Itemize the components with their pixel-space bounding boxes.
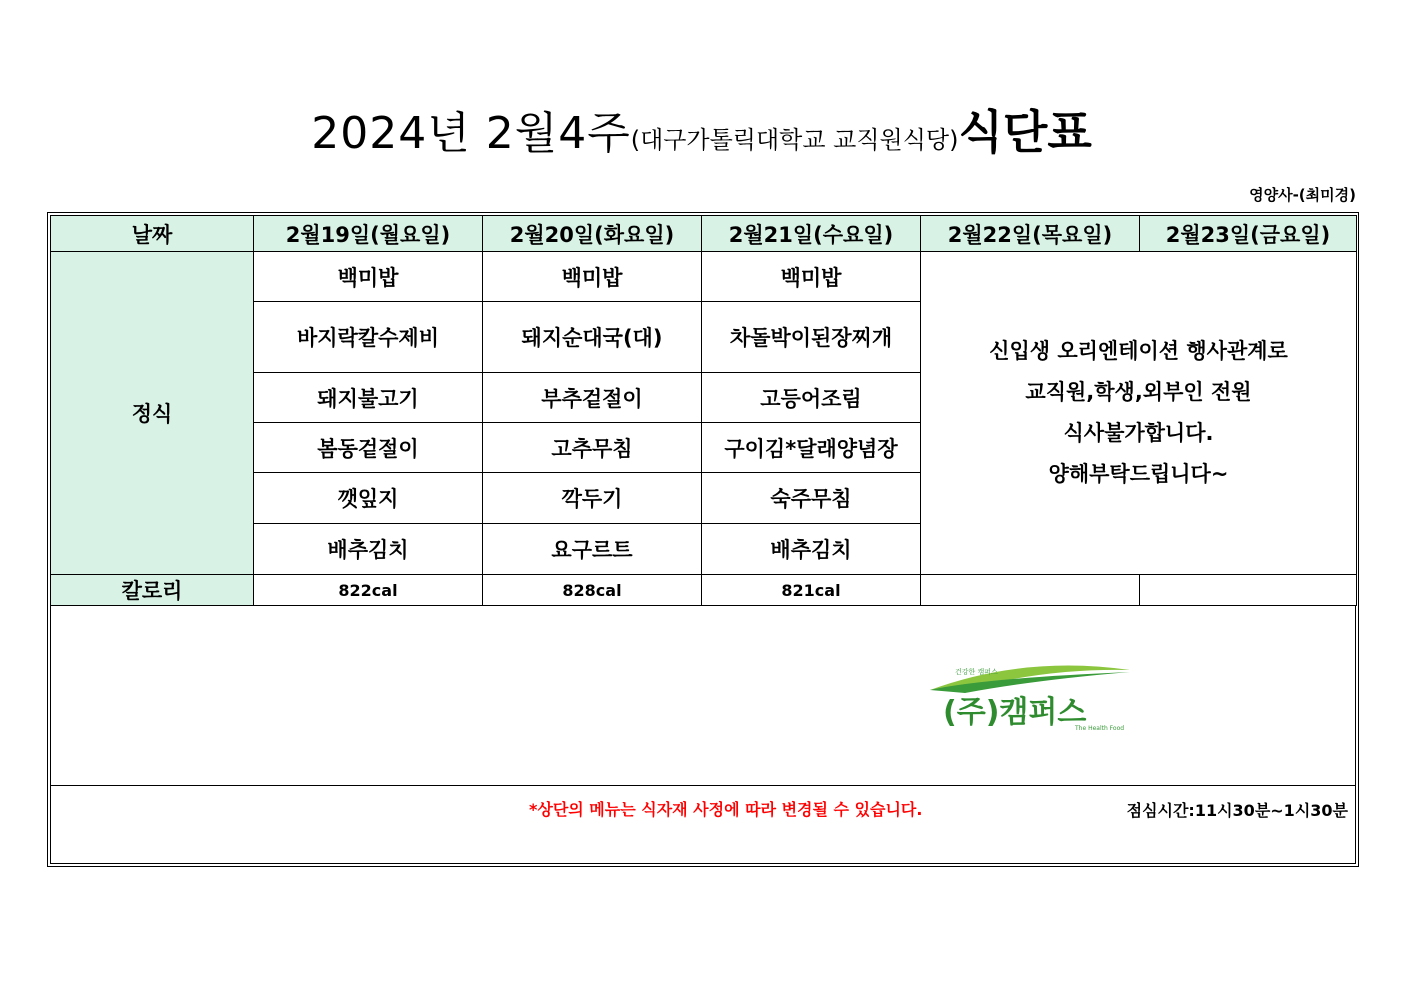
menu-item: 백미밥 — [702, 252, 921, 302]
menu-item: 숙주무침 — [702, 473, 921, 524]
closure-notice — [921, 252, 1357, 575]
menu-item: 고등어조림 — [702, 373, 921, 423]
menu-change-notice: *상단의 메뉴는 식자재 사정에 따라 변경될 수 있습니다. — [529, 800, 923, 819]
menu-item: 구이김*달래양념장 — [702, 423, 921, 473]
notice-line: 식사불가합니다. — [1063, 421, 1214, 445]
menu-item: 백미밥 — [254, 252, 483, 302]
calorie-value — [1140, 575, 1357, 606]
menu-item: 백미밥 — [483, 252, 702, 302]
nutritionist-label: 영양사-(최미경) — [1249, 186, 1356, 204]
menu-item: 깻잎지 — [254, 473, 483, 524]
menu-item: 부추겉절이 — [483, 373, 702, 423]
day-header-mon: 2월19일(월요일) — [254, 216, 483, 252]
logo-name: (주)캠퍼스 — [943, 695, 1087, 730]
notice-line: 교직원,학생,외부인 전원 — [1025, 380, 1252, 404]
menu-item: 고추무침 — [483, 423, 702, 473]
calorie-value: 822cal — [254, 575, 483, 606]
menu-item: 봄동겉절이 — [254, 423, 483, 473]
day-header-tue: 2월20일(화요일) — [483, 216, 702, 252]
page-title — [0, 96, 1403, 162]
meal-label: 정식 — [51, 252, 254, 575]
calorie-label: 칼로리 — [51, 575, 254, 606]
calorie-value: 821cal — [702, 575, 921, 606]
calorie-value — [921, 575, 1140, 606]
campus-logo — [925, 660, 1140, 735]
day-header-wed: 2월21일(수요일) — [702, 216, 921, 252]
notice-line: 신입생 오리엔테이션 행사관계로 — [989, 339, 1288, 363]
menu-row — [51, 252, 1357, 302]
menu-item: 바지락칼수제비 — [254, 302, 483, 373]
menu-item: 요구르트 — [483, 524, 702, 575]
logo-area — [50, 605, 1356, 786]
menu-item: 차돌박이된장찌개 — [702, 302, 921, 373]
calorie-value: 828cal — [483, 575, 702, 606]
logo-top-text: 건강한 캠퍼스 — [955, 668, 998, 676]
calorie-row — [51, 575, 1357, 606]
menu-item: 깍두기 — [483, 473, 702, 524]
notice-line: 양해부탁드립니다~ — [1048, 462, 1229, 486]
title-sub: (대구가톨릭대학교 교직원식당) — [630, 126, 959, 154]
header-row — [51, 216, 1357, 252]
title-main: 2024년 2월4주 — [311, 108, 631, 159]
day-header-thu: 2월22일(목요일) — [921, 216, 1140, 252]
menu-item: 배추김치 — [702, 524, 921, 575]
logo-tagline: The Health Food — [1075, 725, 1125, 732]
lunch-time: 점심시간:11시30분~1시30분 — [1126, 801, 1348, 820]
menu-item: 돼지불고기 — [254, 373, 483, 423]
menu-item: 돼지순대국(대) — [483, 302, 702, 373]
menu-table — [50, 215, 1357, 606]
menu-item: 배추김치 — [254, 524, 483, 575]
date-header: 날짜 — [51, 216, 254, 252]
title-suffix: 식단표 — [958, 105, 1092, 159]
day-header-fri: 2월23일(금요일) — [1140, 216, 1357, 252]
